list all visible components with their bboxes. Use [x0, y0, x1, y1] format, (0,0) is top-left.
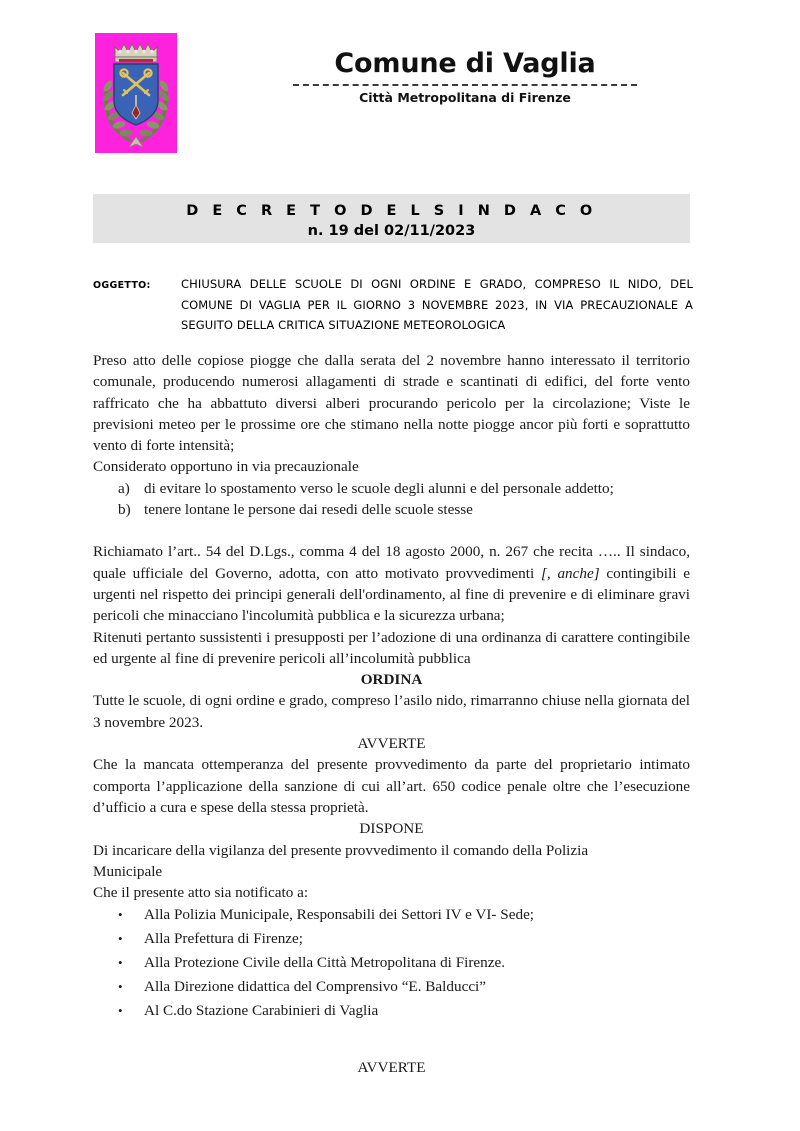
decree-title: D E C R E T O D E L S I N D A C O [186, 203, 597, 219]
list-item-label: Alla Polizia Municipale, Responsabili dei Settori IV e VI- Sede; [144, 906, 535, 924]
bullet-icon: • [118, 931, 123, 947]
document-body [93, 350, 690, 1079]
paragraph-ritenuti: Ritenuti pertanto sussistenti i presupposti per l’adozione di una ordinanza di carattere contingibile ed urgente al fine di prevenire pericoli all’incolumità pubblica [93, 628, 690, 667]
paragraph-premesse: Preso atto delle copiose piogge che dalla serata del 2 novembre hanno interessato il territorio comunale, producendo numerosi allagamenti di strade e scantinati di edifici, del forte vento raffricato che ha abbattuto diversi alberi procurando pericolo per la circolazione; Viste le previsioni meteo per le prossime ore che stimano nella notte piogge ancor più forti e soprattutto vento di forte intensità; [93, 352, 690, 455]
subject-row [93, 274, 693, 336]
header-divider [293, 84, 637, 86]
paragraph-ordina: Tutte le scuole, di ogni ordine e grado, compreso l’asilo nido, rimarranno chiuse nella giornata del 3 novembre 2023. [93, 692, 690, 731]
paragraph-avverte: Che la mancata ottemperanza del presente provvedimento da parte del proprietario intimato comporta l’applicazione della sanzione di cui all’art. 650 codice penale oltre che l’esecuzione d’ufficio a cura e spese della stessa proprietà. [93, 756, 690, 816]
coat-of-arms-icon [95, 33, 177, 153]
list-item-marker: b) [118, 501, 131, 519]
heading-avverte-1: AVVERTE [357, 735, 426, 753]
subject-text: CHIUSURA DELLE SCUOLE DI OGNI ORDINE E GRADO, COMPRESO IL NIDO, DEL COMUNE DI VAGLIA PER IL GIORNO 3 NOVEMBRE 2023, IN VIA PRECAUZIONALE A SEGUITO DELLA CRITICA SITUAZIONE METEOROLOGICA [181, 277, 693, 332]
list-item [93, 927, 690, 951]
bullet-icon: • [118, 1003, 123, 1019]
heading-dispone: DISPONE [359, 820, 424, 838]
list-item [93, 478, 690, 499]
heading-ordina: ORDINA [360, 671, 423, 689]
recipients-list [93, 903, 690, 1023]
paragraph-richiamato-part1: Richiamato l’art.. 54 del D.Lgs., comma 4 del 18 agosto 2000, n. 267 che recita ….. Il sindaco, quale ufficiale del Governo, adotta, con atto motivato provvedimenti [93, 543, 690, 582]
paragraph-richiamato-part2: contingibili e urgenti nel rispetto dei principi generali dell'ordinamento, al fine di prevenire e di eliminare gravi pericoli che minacciano l'incolumità pubblica e la sicurezza urbana; [93, 564, 690, 625]
bullet-icon: • [118, 907, 123, 923]
bullet-icon: • [118, 979, 123, 995]
paragraph-notificato: Che il presente atto sia notificato a: [93, 884, 309, 902]
decree-number: n. 19 del 02/11/2023 [307, 223, 476, 239]
list-item [93, 951, 690, 975]
list-item [93, 999, 690, 1023]
organization-title: Comune di Vaglia [334, 48, 596, 79]
paragraph-richiamato-italic: [, anche] [540, 564, 600, 582]
list-item [93, 975, 690, 999]
list-item-label: Alla Protezione Civile della Città Metropolitana di Firenze. [144, 954, 506, 972]
list-item-label: Al C.do Stazione Carabinieri di Vaglia [144, 1002, 379, 1020]
list-item-label: tenere lontane le persone dai resedi delle scuole stesse [144, 501, 473, 519]
list-item-label: di evitare lo spostamento verso le scuole degli alunni e del personale addetto; [144, 479, 614, 497]
list-item-label: Alla Prefettura di Firenze; [144, 930, 303, 948]
paragraph-dispone-line1: Di incaricare della vigilanza del presente provvedimento il comando della Polizia [93, 841, 589, 859]
paragraph-dispone-line2: Municipale [93, 862, 163, 880]
list-item [93, 499, 690, 520]
paragraph-richiamato [93, 541, 690, 626]
header-title-block [255, 48, 675, 106]
paragraph-considerato: Considerato opportuno in via precauzionale [93, 458, 359, 476]
spacer [93, 520, 690, 541]
heading-avverte-2: AVVERTE [357, 1059, 426, 1077]
list-item-label: Alla Direzione didattica del Comprensivo “E. Balducci” [144, 978, 487, 996]
document-header [0, 0, 800, 165]
lettered-list [93, 478, 690, 521]
list-item [93, 903, 690, 927]
organization-subtitle: Città Metropolitana di Firenze [359, 90, 571, 105]
list-item-marker: a) [118, 479, 130, 497]
spacer [93, 1023, 690, 1057]
bullet-icon: • [118, 955, 123, 971]
decree-title-bar [93, 194, 690, 243]
subject-label: OGGETTO: [93, 280, 151, 291]
